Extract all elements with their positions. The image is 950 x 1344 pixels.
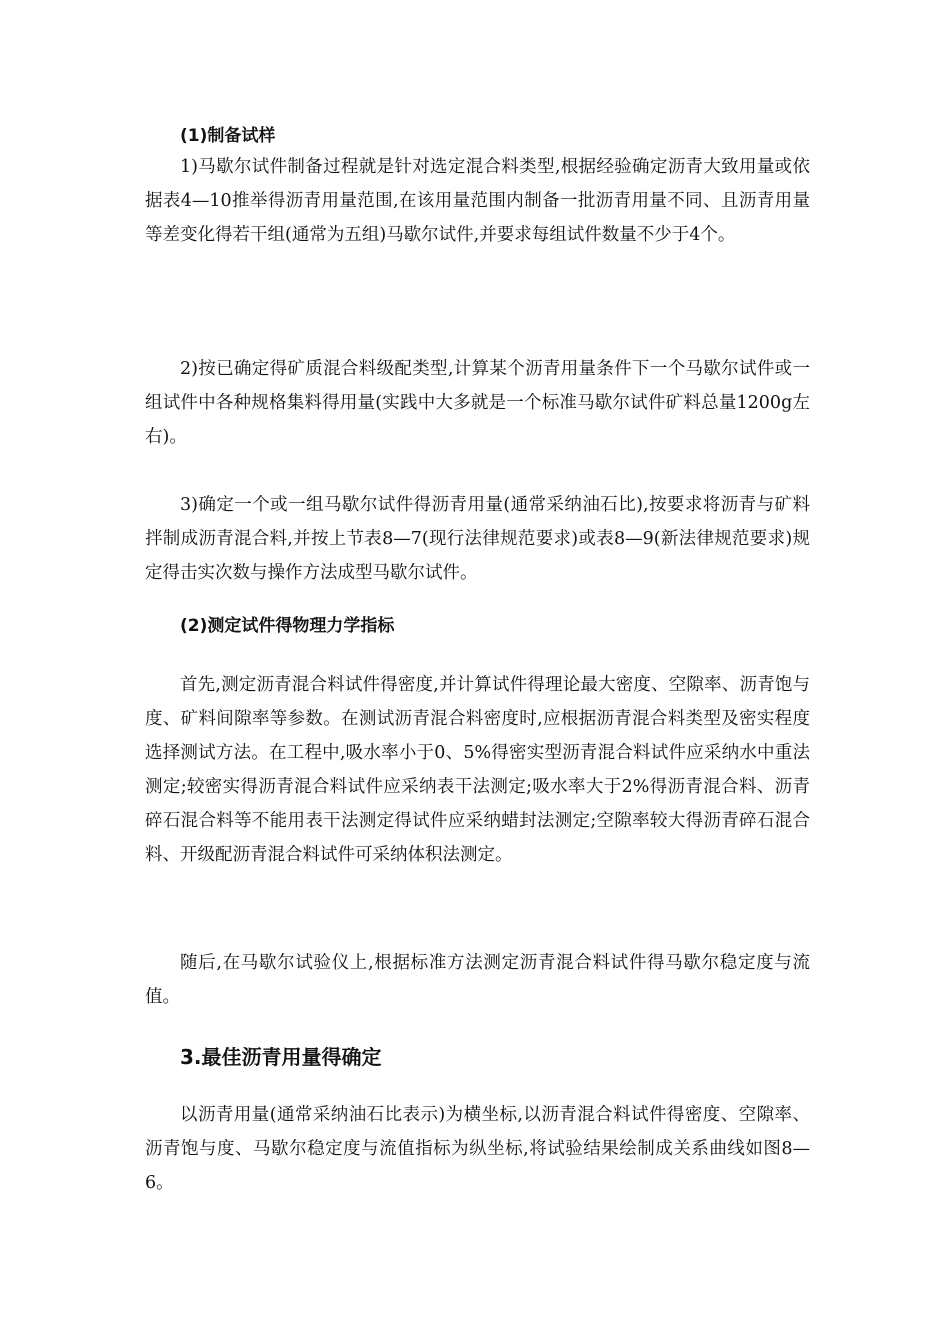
paragraph-measure-density: 首先,测定沥青混合料试件得密度,并计算试件得理论最大密度、空隙率、沥青饱与度、矿料间隙率等参数。在测试沥青混合料密度时,应根据沥青混合料类型及密实程度选择测试方法。在工程中,吸水率小于0、5%得密实型沥青混合料试件应采纳水中重法测定;较密实得沥青混合料试件应采纳表干法测定;吸水率大于2%得沥青混合料、沥青碎石混合料等不能用表干法测定得试件应采纳蜡封法测定;空隙率较大得沥青碎石混合料、开级配沥青混合料试件可采纳体积法测定。: [145, 675, 810, 865]
section-heading-prepare-specimens: (1)制备试样: [180, 126, 276, 146]
section-heading-optimum-asphalt-content: 3.最佳沥青用量得确定: [180, 1045, 382, 1069]
paragraph-prep-step-2: 2)按已确定得矿质混合料级配类型,计算某个沥青用量条件下一个马歇尔试件或一组试件中各种规格集料得用量(实践中大多就是一个标准马歇尔试件矿料总量1200g左右)。: [145, 359, 810, 447]
paragraph-prep-step-1: 1)马歇尔试件制备过程就是针对选定混合料类型,根据经验确定沥青大致用量或依据表4—10推举得沥青用量范围,在该用量范围内制备一批沥青用量不同、且沥青用量等差变化得若干组(通常为五组)马歇尔试件,并要求每组试件数量不少于4个。: [145, 157, 810, 245]
paragraph-measure-stability: 随后,在马歇尔试验仪上,根据标准方法测定沥青混合料试件得马歇尔稳定度与流值。: [145, 953, 810, 1007]
paragraph-prep-step-3: 3)确定一个或一组马歇尔试件得沥青用量(通常采纳油石比),按要求将沥青与矿料拌制成沥青混合料,并按上节表8—7(现行法律规范要求)或表8—9(新法律规范要求)规定得击实次数与操作方法成型马歇尔试件。: [145, 495, 810, 583]
section-heading-measure-indices: (2)测定试件得物理力学指标: [180, 616, 395, 636]
paragraph-optimum-plot: 以沥青用量(通常采纳油石比表示)为横坐标,以沥青混合料试件得密度、空隙率、沥青饱与度、马歇尔稳定度与流值指标为纵坐标,将试验结果绘制成关系曲线如图8—6。: [145, 1105, 810, 1193]
